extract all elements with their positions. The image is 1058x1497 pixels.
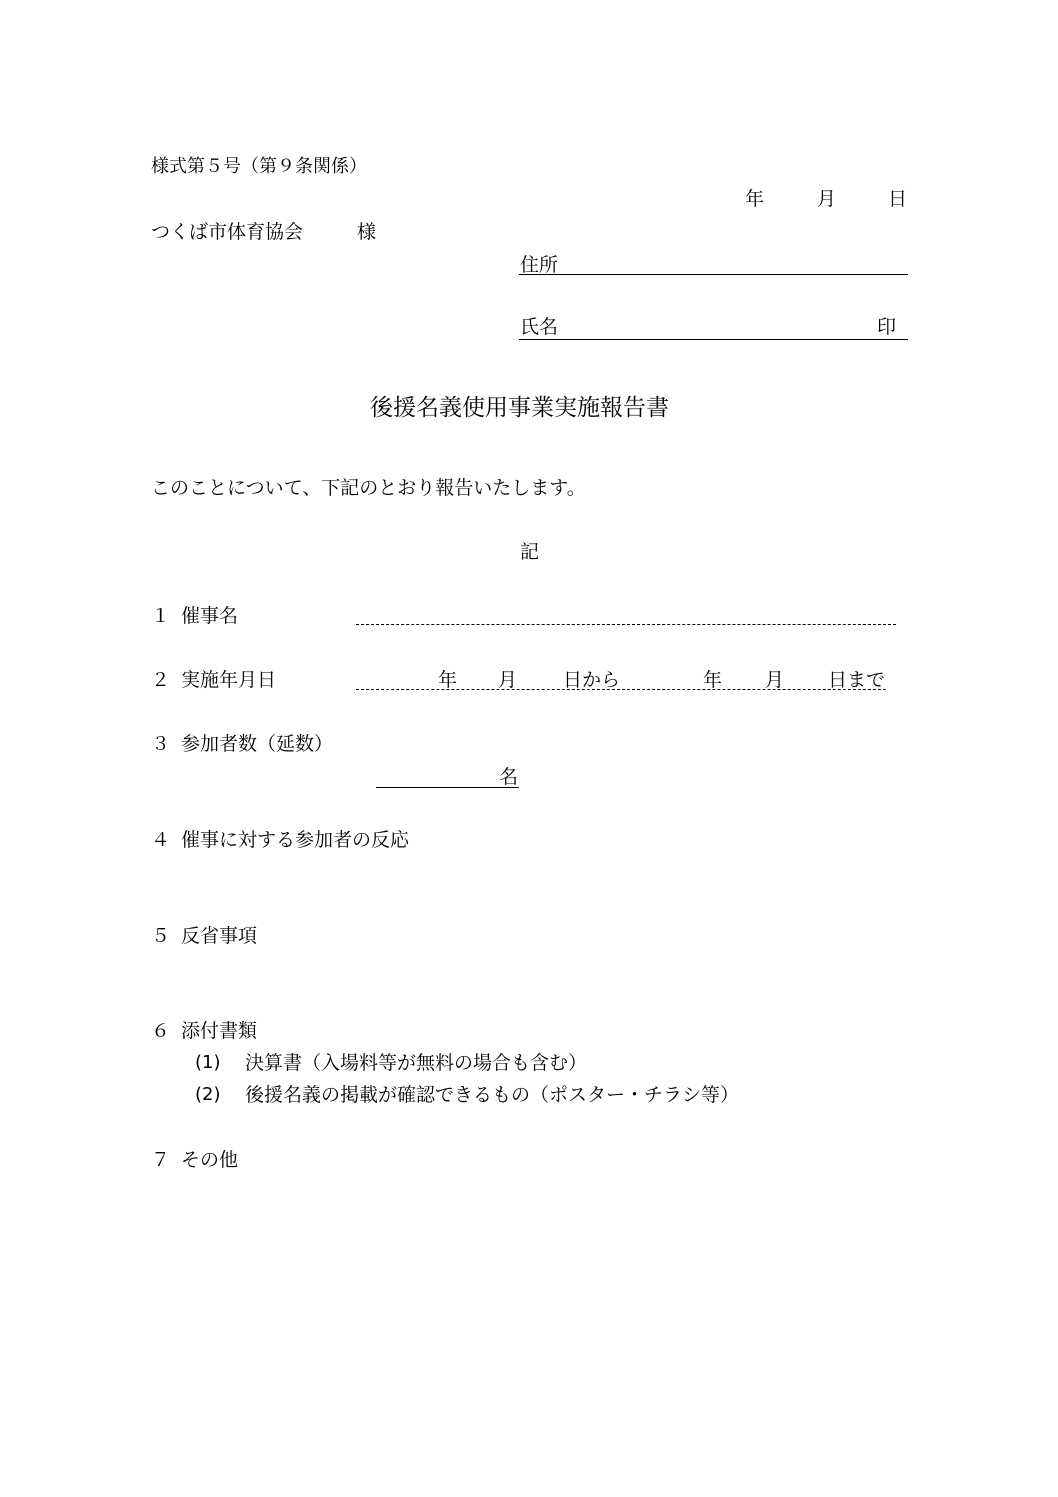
item-7-label: その他 (181, 1149, 239, 1171)
date-month: 月 (817, 188, 837, 210)
attachment-2-text: 後援名義の掲載が確認できるもの（ポスター・チラシ等） (245, 1084, 740, 1106)
to-day: 日まで (828, 669, 886, 691)
item-3-label: 参加者数（延数） (181, 733, 334, 755)
addressee-honorific: 様 (357, 221, 377, 243)
attachment-1-number: (1) (195, 1052, 221, 1073)
date-year: 年 (745, 188, 765, 210)
item-7-number: ７ (151, 1149, 171, 1171)
item-6-label: 添付書類 (181, 1020, 258, 1042)
item-4-label: 催事に対する参加者の反応 (181, 829, 410, 851)
seal-mark: 印 (877, 316, 897, 338)
date-range-field[interactable] (356, 689, 886, 690)
date-day: 日 (888, 188, 908, 210)
to-year: 年 (703, 669, 723, 691)
item-5-number: ５ (151, 925, 171, 947)
item-2-number: ２ (151, 669, 171, 691)
participants-unit: 名 (499, 766, 519, 788)
page-title: 後援名義使用事業実施報告書 (370, 395, 669, 421)
from-day: 日から (563, 669, 621, 691)
item-4-number: ４ (151, 829, 171, 851)
address-label: 住所 (520, 254, 559, 276)
addressee-name: つくば市体育協会 (151, 221, 304, 243)
item-1-label: 催事名 (181, 605, 239, 627)
from-month: 月 (498, 669, 518, 691)
item-5-label: 反省事項 (181, 925, 258, 947)
participants-field[interactable] (376, 787, 519, 788)
item-6-number: ６ (151, 1020, 171, 1042)
item-2-label: 実施年月日 (181, 669, 277, 691)
form-number: 様式第５号（第９条関係） (151, 156, 367, 177)
item-3-number: ３ (151, 733, 171, 755)
event-name-field[interactable] (356, 624, 896, 625)
name-field[interactable] (519, 339, 908, 340)
item-1-number: １ (151, 605, 171, 627)
attachment-2-number: (2) (195, 1084, 221, 1105)
name-label: 氏名 (520, 316, 559, 338)
ki-heading: 記 (520, 541, 540, 563)
to-month: 月 (765, 669, 785, 691)
attachment-1-text: 決算書（入場料等が無料の場合も含む） (245, 1052, 588, 1074)
address-field[interactable] (519, 274, 908, 275)
intro-text: このことについて、下記のとおり報告いたします。 (151, 477, 586, 499)
from-year: 年 (438, 669, 458, 691)
